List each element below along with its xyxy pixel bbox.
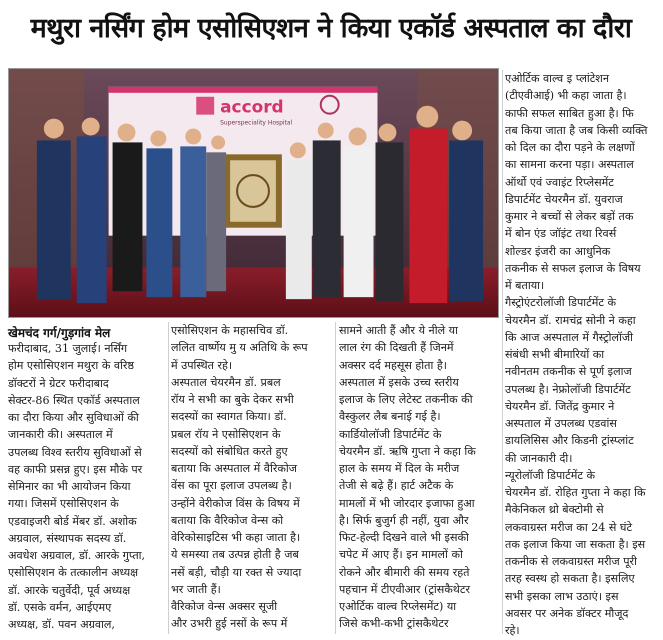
text-line: इलाज के लिए लेटेस्ट तकनीक की [339, 393, 473, 406]
text-line: फरीदाबाद, 31 जुलाई। नर्सिंग [8, 342, 128, 355]
text-line: फिट-हेल्दी दिखने वाले भी इसकी [339, 531, 469, 544]
text-line: एसोसिएशन के तत्कालीन अध्यक्ष [8, 566, 139, 580]
text-line: प्रबल रॉय ने एसोसिएशन के [171, 427, 281, 441]
text-line: डॉक्टरों ने ग्रेटर फरीदाबाद [8, 376, 109, 390]
text-line: गया। जिसमें एसोसिएशन के [8, 497, 119, 511]
text-line: कि आज अस्पताल में गैस्ट्रोलॉजी [505, 330, 634, 344]
text-line: में बोन एंड जॉइंट तथा रिवर्स [505, 227, 617, 241]
byline: खेमचंद गर्ग/गुड़गांव मेल [8, 326, 111, 340]
text-line: बताया कि वैरिकोज वेन्स को [171, 513, 284, 527]
text-line: ये समस्या तब उत्पन्न होती है जब [171, 548, 299, 562]
text-line: जानकारी की। अस्पताल में [8, 428, 113, 442]
article-column-3 [339, 322, 499, 633]
headline: मथुरा नर्सिंग होम एसोसिएशन ने किया एकॉर्ड अस्पताल का दौरा [30, 13, 632, 44]
text-line: अध्यक्ष, डॉ. पवन अग्रवाल, [8, 618, 115, 631]
text-line: अक्सर दर्द महसूस होता है। [339, 358, 447, 372]
text-line: जिसे कभी-कभी ट्रांसकैथेटर [339, 617, 449, 631]
text-line: संबंधी सभी बीमारियों का [505, 348, 605, 361]
banner-subtitle: Superspeciality Hospital [220, 119, 293, 127]
text-line: को दिल का दौरा पड़ने के लक्षणों [505, 141, 635, 154]
text-line: उपलब्ध है। नेफ्रोलॉजी डिपार्टमेंट [505, 382, 631, 396]
text-line: तक इलाज किया जा सकता है। इस [505, 537, 646, 551]
text-line: तब किया जाता है जब किसी व्यक्ति [505, 123, 648, 137]
text-line: चेयरमैन डॉ. ऋषि गुप्ता ने कहा कि [339, 444, 476, 458]
text-line: बताया कि अस्पताल में वैरिकोज [171, 462, 297, 475]
framed-memento [224, 154, 282, 227]
accord-logo: accord [220, 96, 284, 117]
text-line: अस्पताल में उपलब्ध एडवांस [505, 417, 617, 430]
column-divider [335, 322, 336, 634]
text-line: मैकेनिकल थ्रो बेक्टोमी से [505, 503, 604, 517]
text-line: चेयरमैन डॉ. रामचंद्र सोनी ने कहा [505, 313, 636, 327]
text-line: चेयरमैन डॉ. जितेंद्र कुमार ने [505, 399, 615, 413]
text-line: एडवाइजरी बोर्ड मेंबर डॉ. अशोक [8, 514, 137, 528]
text-line: सभी इसका लाभ उठाएं। इस [505, 589, 619, 603]
text-line: वेंस का पूरा इलाज उपलब्ध है। [171, 479, 292, 493]
text-line: उन्होंने वेरीकोज विंस के विषय में [171, 496, 300, 510]
text-line: रहे। [505, 624, 520, 637]
article-column-1 [8, 340, 165, 633]
text-line: अस्पताल में इसके उच्च स्तरीय [339, 375, 459, 389]
text-line: डिपार्टमेंट चेयरमैन डॉ. युवराज [505, 192, 623, 206]
text-line: वैस्कुलर लैब बनाई गई है। [339, 410, 441, 424]
text-line: न्यूरोलॉजी डिपार्टमेंट के [505, 468, 595, 482]
text-line: वह काफी प्रसन्न हुए। इस मौके पर [8, 462, 143, 476]
text-line: सदस्यों को संबोधित करते हुए [171, 444, 288, 458]
text-line: तकनीक से लकवाग्रस्त मरीज पूरी [505, 555, 637, 568]
text-line: अवधेश अग्रवाल, डॉ. आरके गुप्ता, [8, 549, 146, 562]
text-line: पहचान में टीएवीआर (ट्रांसकैथेटर [339, 582, 471, 596]
text-line: रॉय ने सभी का बुके देकर सभी [171, 393, 294, 406]
text-line: काफी सफल साबित हुआ है। फि [505, 106, 634, 120]
text-line: डॉ. एसके वर्मन, आईएमए [8, 600, 112, 614]
text-line: एसोसिएशन के महासचिव डॉ. [171, 324, 289, 337]
text-line: एओर्टिक वाल्व इ प्लांटेशन [505, 72, 610, 85]
text-line: तरह स्वस्थ हो सकता है। इसलिए [505, 572, 635, 586]
text-line: मामलों में भी जोरदार इजाफा हुआ [339, 496, 475, 510]
group-photo-illustration [9, 69, 498, 317]
text-line: चपेट में आए हैं। इन मामलों को [339, 548, 463, 562]
text-line: लाल रंग की दिखती हैं जिनमें [339, 341, 454, 355]
text-line: चेयरमैन डॉ. रोहित गुप्ता ने कहा कि [505, 486, 646, 499]
text-line: कुमार ने बच्चों से लेकर बड़ों तक [505, 210, 634, 223]
column-divider [168, 322, 169, 634]
text-line: होम एसोसिएशन मथुरा के वरिष्ठ [8, 359, 134, 373]
text-line: का सामना करना पड़ा। अस्पताल [505, 158, 634, 172]
text-line: अग्रवाल, संस्थापक सदस्य डॉ. [8, 531, 127, 545]
byline-bar [8, 322, 168, 338]
text-line: तकनीक से सफल इलाज के विषय [505, 261, 641, 275]
text-line: डॉ. आरके चतुर्वेदी, पूर्व अध्यक्ष [8, 583, 131, 597]
text-line: वेरिकोसाइटिस भी कहा जाता है। [171, 531, 301, 544]
text-line: एओर्टिक वाल्व रिप्लेसमेंट) या [339, 600, 457, 613]
text-line: अवसर पर अनेक डॉक्टर मौजूद [505, 606, 629, 620]
text-line: सेक्टर-86 स्थित एकॉर्ड अस्पताल [8, 393, 140, 407]
text-line: में उपस्थित रहे। [171, 358, 233, 372]
text-line: कार्डियोलॉजी डिपार्टमेंट के [339, 427, 442, 441]
text-line: अस्पताल चेयरमैन डॉ. प्रबल [171, 375, 281, 389]
text-line: वैरिकोज वेन्स अक्सर सूजी [171, 600, 278, 613]
text-line: डायलिसिस और किडनी ट्रांस्प्लांट [505, 434, 634, 448]
text-line: सदस्यों का स्वागत किया। डॉ. [171, 410, 287, 424]
text-line: है। सिर्फ बुजुर्ग ही नहीं, युवा और [339, 513, 469, 527]
text-line: लकवाग्रस्त मरीज का 24 से घंटे [505, 520, 633, 534]
news-photo [8, 68, 499, 318]
text-line: रोकने और बीमारी की समय रहते [339, 565, 470, 579]
text-line: ऑर्थो एवं ज्वाइंट रिप्लेसमेंट [505, 175, 614, 189]
text-line: और उभरी हुई नसों के रूप में [171, 617, 288, 631]
text-line: की जानकारी दी। [505, 451, 573, 465]
article-column-4 [505, 70, 657, 639]
text-line: नवीनतम तकनीक से पूर्ण इलाज [505, 365, 632, 379]
text-line: ललित वार्ष्णेय मु य अतिथि के रूप [171, 341, 308, 355]
text-line: शोल्डर इंजरी का आधुनिक [505, 244, 611, 258]
text-line: गैस्ट्रोएंटरोलॉजी डिपार्टमेंट के [505, 296, 617, 310]
column-divider [502, 70, 503, 634]
text-line: सामने आती हैं और ये नीले या [339, 324, 458, 337]
text-line: भर जाती हैं। [171, 582, 221, 596]
text-line: उपलब्ध विश्व स्तरीय सुविधाओं से [8, 445, 142, 459]
article-column-2 [171, 322, 332, 633]
text-line: हाल के समय में दिल के मरीज [339, 462, 460, 475]
text-line: में बताया। [505, 279, 545, 292]
text-line: का दौरा किया और सुविधाओं की [8, 411, 139, 424]
text-line: (टीएवीआई) भी कहा जाता है। [505, 89, 627, 103]
text-line: सेमिनार का भी आयोजन किया [8, 480, 131, 493]
text-line: नसें बड़ी, चौड़ी या रक्त से ज्यादा [171, 565, 302, 579]
text-line: तेजी से बढ़े हैं। हार्ट अटैक के [339, 479, 454, 493]
